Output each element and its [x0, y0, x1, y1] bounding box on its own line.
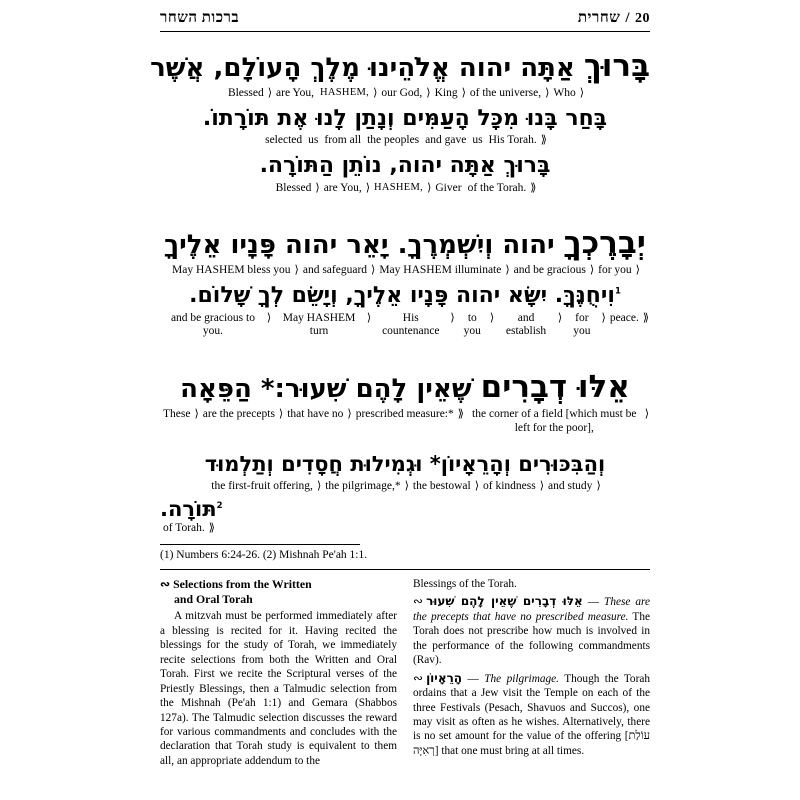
english-gloss [160, 264, 650, 278]
english-gloss [160, 522, 650, 536]
gloss-word: to you [463, 311, 481, 338]
gloss-word: May HASHEM turn [282, 311, 356, 338]
chevron-marker: ⟨ [489, 311, 495, 324]
gloss-word: and safeguard [302, 264, 368, 277]
chevron-marker: ⟨ [366, 311, 372, 324]
footnote-divider [160, 544, 360, 545]
english-gloss [160, 480, 650, 494]
prayer-body [150, 32, 650, 536]
hebrew-line: אֵלּוּ דְבָרִים שֶׁאֵין לָהֶם שִׁעוּר:* הַפֵּאָה [180, 368, 630, 405]
chevron-marker: ⟨ [545, 87, 550, 100]
commentary-heading-line2: and Oral Torah [174, 592, 253, 607]
chevron-marker: ⟪ [642, 311, 649, 324]
hebrew-line: $^1$וִיחֻנֶּךָּ. יִשָּׂא יהוה פָּנָיו אֵלֶיךָ, וְיָשֵׂם לְךָ שָׁלוֹם. [189, 283, 621, 309]
gloss-word: selected [265, 134, 303, 147]
chevron-marker: ⟨ [404, 479, 409, 492]
gloss-word: May HASHEM bless you [172, 264, 291, 277]
commentary-continuation: Blessings of the Torah. [413, 577, 517, 590]
footnote-text: (1) Numbers 6:24-26. (2) Mishnah Pe'ah 1:1. [160, 549, 368, 562]
commentary-divider [160, 569, 650, 570]
commentary-entry [413, 594, 650, 667]
gloss-word: prescribed measure:* [355, 408, 454, 421]
hebrew-line: $^2$תּוֹרָה. [160, 497, 223, 522]
hebrew-line: בָּחַר בָּנוּ מִכָּל הָעַמִּים וְנָתַן לָנוּ אֶת תּוֹרָתוֹ. [202, 105, 608, 131]
chevron-marker: ⟨ [365, 181, 370, 194]
commentary-entry [413, 671, 650, 759]
page-header [160, 10, 650, 32]
gloss-word: and be gracious [513, 264, 586, 277]
chevron-marker: ⟨ [589, 264, 595, 277]
english-gloss [160, 87, 650, 101]
gloss-word-divine-name: HASHEM, [374, 181, 424, 193]
verse-blessing-torah-2 [160, 105, 650, 148]
english-gloss [160, 182, 650, 196]
chevron-marker: ⟨ [427, 181, 432, 194]
chevron-marker: ⟨ [601, 311, 606, 324]
chevron-marker: ⟨ [267, 87, 273, 100]
header-service-title-hebrew: שחרית [577, 10, 621, 26]
gloss-word: Giver [435, 181, 462, 194]
gloss-word: the peoples [367, 134, 420, 147]
chevron-marker: ⟨ [596, 479, 601, 492]
gloss-word: and establish [505, 311, 547, 338]
pilcrow-icon: ∾ [413, 594, 424, 609]
pilcrow-icon: ∾ [160, 576, 171, 591]
chevron-marker: ⟨ [347, 408, 352, 421]
gloss-word: and gave [425, 134, 467, 147]
commentary-entry-dash: — [587, 596, 600, 609]
commentary-paragraph-text: A mitzvah must be performed immediately after a blessing is recited for it. Having recited the blessings for the study of Torah, we immediately recite selections from both the Written and Oral Torah. First we recite the Scriptural verses of the Priestly Blessings, then a Talmudic selection from the Mishnah (Pe'ah 1:1) and Gemara (Shabbos 127a). The Talmudic selection discusses the reward for various commandments and concludes with the declaration that Torah study is equivalent to them all, an appropriate addendum to the [160, 610, 397, 767]
gloss-word: Blessed [227, 87, 264, 100]
gloss-word: and study [548, 479, 593, 492]
header-separator: / [625, 10, 630, 26]
commentary-entry-hebrew: הָרֵאָיוֹן [426, 670, 463, 685]
section-spacer [160, 343, 650, 367]
gloss-word: are the precepts [202, 408, 275, 421]
gloss-word: the pilgrimage,* [325, 479, 401, 492]
chevron-marker: ⟪ [530, 181, 537, 194]
chevron-marker: ⟨ [557, 311, 563, 324]
hebrew-line: יְבָרֶכְךָ יהוה וְיִשְׁמְרֶךָ. יָאֵר יהוה פָּנָיו אֵלֶיךָ [164, 225, 646, 262]
footnotes [160, 548, 650, 563]
gloss-word: the first-fruit offering, [211, 479, 313, 492]
gloss-word: the corner of a field [which must be left for the poor], [472, 408, 637, 434]
chevron-marker: ⟨ [373, 87, 378, 100]
commentary-heading [160, 577, 397, 607]
english-gloss [160, 408, 650, 435]
commentary-paragraph [160, 609, 397, 768]
gloss-word: His countenance [382, 311, 440, 338]
gloss-word: May HASHEM illuminate [379, 264, 502, 277]
gloss-word: of kindness [483, 479, 536, 492]
gloss-word: for you [573, 311, 591, 338]
verse-priestly-blessing-1 [160, 223, 650, 278]
chevron-marker: ⟨ [278, 408, 284, 421]
header-section-title-hebrew: ברכות השחר [160, 10, 240, 26]
commentary-right-column [413, 577, 650, 768]
chevron-marker: ⟨ [426, 87, 431, 100]
commentary-entry-text: Though the Torah ordains that a Jew visit the Temple on each of the three Festivals (Pesach, Shavuos and Succos), one may visit as often as he wishes. Alternatively, there is no set amount for the value of the offering [עוֹלַת רְאִיָּה] that one must bring at all times. [413, 672, 651, 757]
commentary-entry-text: The Torah does not prescribe how much is involved in the performance of the following commandments (Rav). [413, 610, 650, 667]
footnote-marker-1: 1 [614, 286, 621, 297]
gloss-word: that have no [287, 408, 344, 421]
verse-peah-1 [160, 367, 650, 435]
gloss-word: are You, [276, 87, 315, 100]
chevron-marker: ⟨ [579, 87, 585, 100]
hebrew-line: בָּרוּךְ אַתָּה יהוה אֱלֹהֵינוּ מֶלֶךְ הָעוֹלָם, אֲשֶׁר [150, 48, 650, 84]
gloss-word: our God, [381, 87, 423, 100]
hebrew-line: וְהַבִּכּוּרִים וְהָרֵאָיוֹן* וּגְמִילוּת חֲסָדִים וְתַלְמוּד [204, 452, 606, 477]
section-spacer [160, 199, 650, 223]
commentary-entry-italic: The pilgrimage. [484, 672, 559, 685]
gloss-word-divine-name: HASHEM, [320, 87, 370, 99]
english-gloss [160, 134, 650, 148]
gloss-word: His Torah. [488, 134, 537, 147]
chevron-marker: ⟨ [644, 408, 649, 421]
commentary-section [160, 577, 650, 768]
footnote-marker-2: 2 [216, 501, 223, 512]
page-number: 20 [635, 11, 650, 26]
gloss-word: of the Torah. [467, 181, 527, 194]
gloss-word: These [163, 408, 191, 421]
header-right-group [578, 10, 650, 27]
english-gloss [160, 312, 650, 339]
gloss-word: for you [598, 264, 632, 277]
chevron-marker: ⟨ [371, 264, 376, 277]
gloss-word: Blessed [275, 181, 312, 194]
chevron-marker: ⟪ [540, 134, 547, 147]
chevron-marker: ⟨ [635, 264, 640, 277]
section-spacer [160, 439, 650, 451]
verse-blessing-torah-1 [150, 46, 650, 101]
gloss-word: peace. [609, 311, 639, 324]
chevron-marker: ⟨ [294, 264, 299, 277]
gloss-word: from all [324, 134, 362, 147]
verse-priestly-blessing-2 [160, 282, 650, 339]
verse-peah-3 [160, 497, 650, 536]
commentary-entry-italic: These are the precepts that have no prescribed measure. [413, 596, 651, 623]
commentary-entry-hebrew: אֵלּוּ דְבָרִים שֶׁאֵין לָהֶם שִׁעוּר [426, 594, 583, 609]
commentary-heading-line1: Selections from the Written [173, 576, 312, 591]
gloss-word: us [472, 134, 483, 147]
gloss-word: and be gracious to you. [170, 311, 255, 338]
chevron-marker: ⟨ [316, 479, 322, 492]
verse-blessing-torah-3 [160, 152, 650, 195]
gloss-word: King [434, 87, 458, 100]
gloss-word: of Torah. [163, 522, 205, 535]
pilcrow-icon: ∾ [413, 670, 424, 685]
chevron-marker: ⟨ [539, 479, 545, 492]
commentary-entry-dash: — [467, 672, 479, 685]
hebrew-line: בָּרוּךְ אַתָּה יהוה, נוֹתֵן הַתּוֹרָה. [259, 153, 551, 179]
gloss-word: are You, [323, 181, 362, 194]
verse-peah-2 [160, 451, 650, 493]
chevron-marker: ⟨ [315, 181, 320, 194]
chevron-marker: ⟪ [208, 522, 215, 535]
gloss-word: us [308, 134, 319, 147]
commentary-left-column [160, 577, 397, 768]
chevron-marker: ⟨ [450, 311, 455, 324]
chevron-marker: ⟪ [457, 408, 464, 421]
gloss-word: the bestowal [412, 479, 471, 492]
gloss-word: Who [553, 87, 576, 100]
chevron-marker: ⟨ [474, 479, 480, 492]
chevron-marker: ⟨ [266, 311, 272, 324]
gloss-word: of the universe, [469, 87, 542, 100]
chevron-marker: ⟨ [505, 264, 510, 277]
chevron-marker: ⟨ [194, 408, 199, 421]
chevron-marker: ⟨ [461, 87, 466, 100]
